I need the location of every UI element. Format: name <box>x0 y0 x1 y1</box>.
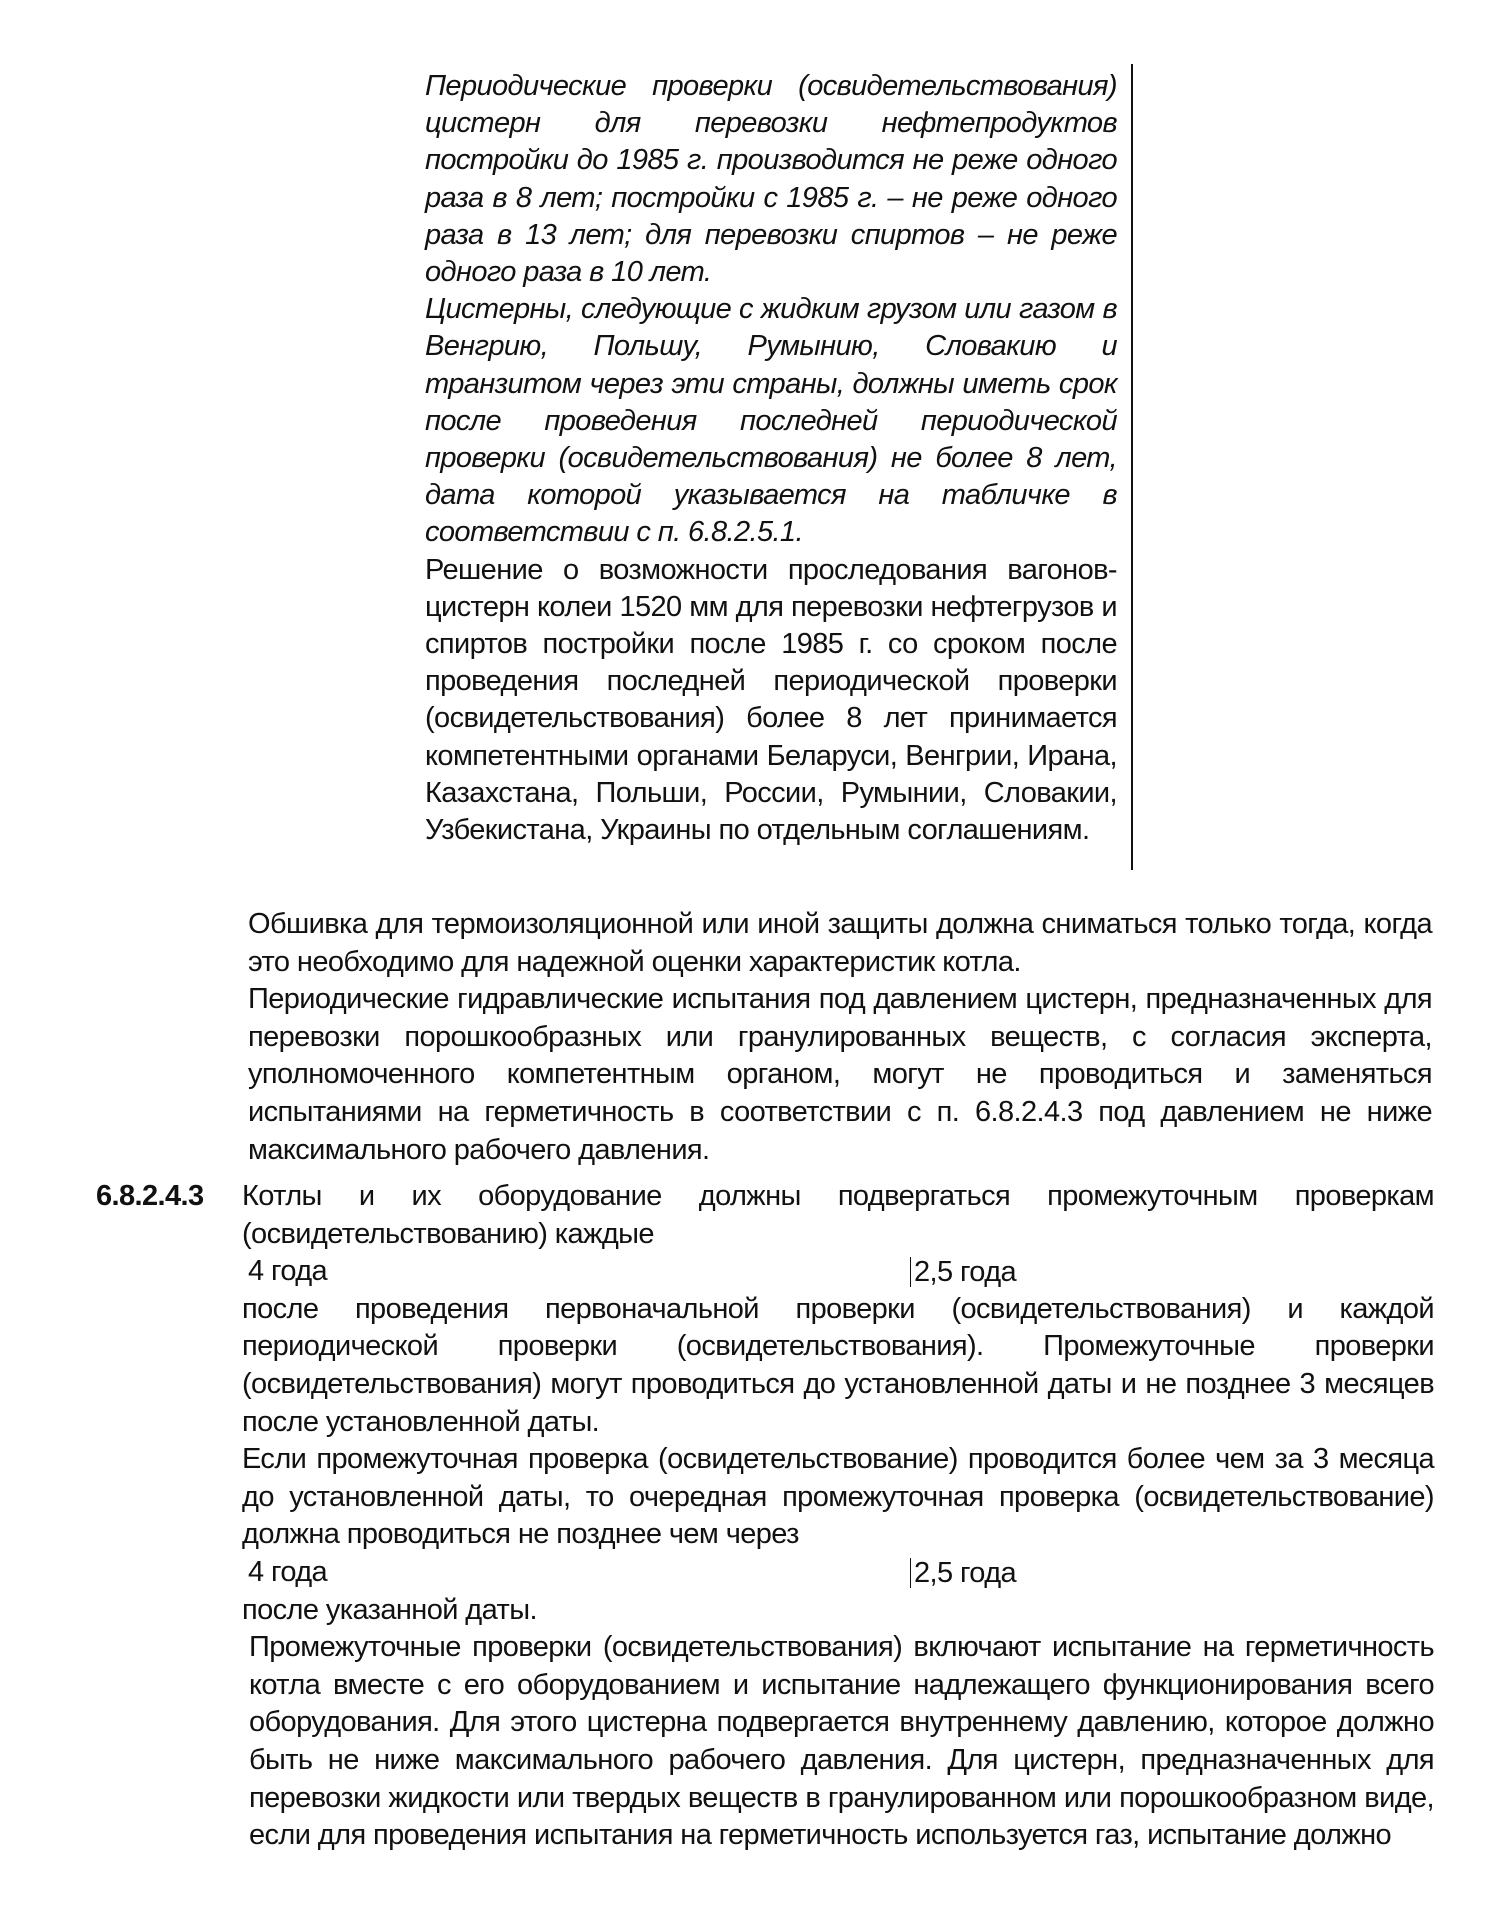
section-intro: Котлы и их оборудование должны подвергаться промежуточным проверкам (освидетельствованию) каждые <box>242 1180 1434 1250</box>
section-body <box>242 1178 1434 1855</box>
interval-left-value: 4 года <box>248 1255 328 1288</box>
column-revision-bar <box>1131 64 1133 870</box>
transit-countries-paragraph: Цистерны, следующие с жидким грузом или газом в Венгрию, Польшу, Румынию, Словакию и транзитом через эти страны, должны иметь срок после проведения последней периодической проверки (освидетельствования) не более 8 лет, дата которой указывается на табличке в соответствии с п. 6.8.2.5.1. <box>425 293 1117 549</box>
decision-paragraph: Решение о возможности проследования вагонов-цистерн колеи 1520 мм для перевозки нефтегрузов и спиртов постройки после 1985 г. со сроком после проведения последней периодической проверки (освидетельствования) более 8 лет принимается компетентными органами Беларуси, Венгрии, Ирана, Казахстана, Польши, России, Румынии, Словакии, Узбекистана, Украины по отдельным соглашениям. <box>425 553 1117 847</box>
main-text-block <box>248 906 1432 1169</box>
interval-left-value: 4 года <box>248 1555 328 1588</box>
interval-row-2 <box>242 1554 1434 1592</box>
interval-right-value: 2,5 года <box>910 1257 1016 1287</box>
periodic-inspection-paragraph: Периодические проверки (освидетельствования) цистерн для перевозки нефтепродуктов постройки до 1985 г. производится не реже одного раза в 8 лет; постройки с 1985 г. – не реже одного раза в 13 лет; для перевозки спиртов – не реже одного раза в 10 лет. <box>425 70 1117 289</box>
after-interval-paragraph: после проведения первоначальной проверки (освидетельствования) и каждой периодической проверки (освидетельствования). Промежуточные проверки (освидетельствования) могут проводиться до установленной даты и не позднее 3 месяцев после установленной даты. <box>242 1292 1434 1438</box>
interval-right-value: 2,5 года <box>910 1558 1016 1588</box>
after-date-text: после указанной даты. <box>242 1593 537 1626</box>
early-inspection-paragraph: Если промежуточная проверка (освидетельствование) проводится более чем за 3 месяца до установленной даты, то очередная промежуточная проверка (освидетельствование) должна проводиться не позднее чем через <box>242 1443 1434 1551</box>
intermediate-tests-paragraph: Промежуточные проверки (освидетельствования) включают испытание на герметичность котла вместе с его оборудованием и испытание надлежащего функционирования всего оборудования. Для этого цистерна подвергается внутреннему давлению, которое должно быть не ниже максимального рабочего давления. Для цистерн, предназначенных для перевозки жидкости или твердых веществ в гранулированном или порошкообразном виде, если для проведения испытания на герметичность используется газ, испытание должно <box>249 1631 1434 1852</box>
insulation-paragraph: Обшивка для термоизоляционной или иной защиты должна сниматься только тогда, когда это необходимо для надежной оценки характеристик котла. <box>248 908 1432 978</box>
hydraulic-test-paragraph: Периодические гидравлические испытания под давлением цистерн, предназначенных для перевозки порошкообразных или гранулированных веществ, с согласия эксперта, уполномоченного компетентным органом, могут не проводиться и заменяться испытаниями на герметичность в соответствии с п. 6.8.2.4.3 под давлением не ниже максимального рабочего давления. <box>248 983 1432 1166</box>
section-number: 6.8.2.4.3 <box>96 1180 204 1212</box>
narrow-column <box>425 68 1117 849</box>
interval-row-1 <box>242 1253 1434 1291</box>
